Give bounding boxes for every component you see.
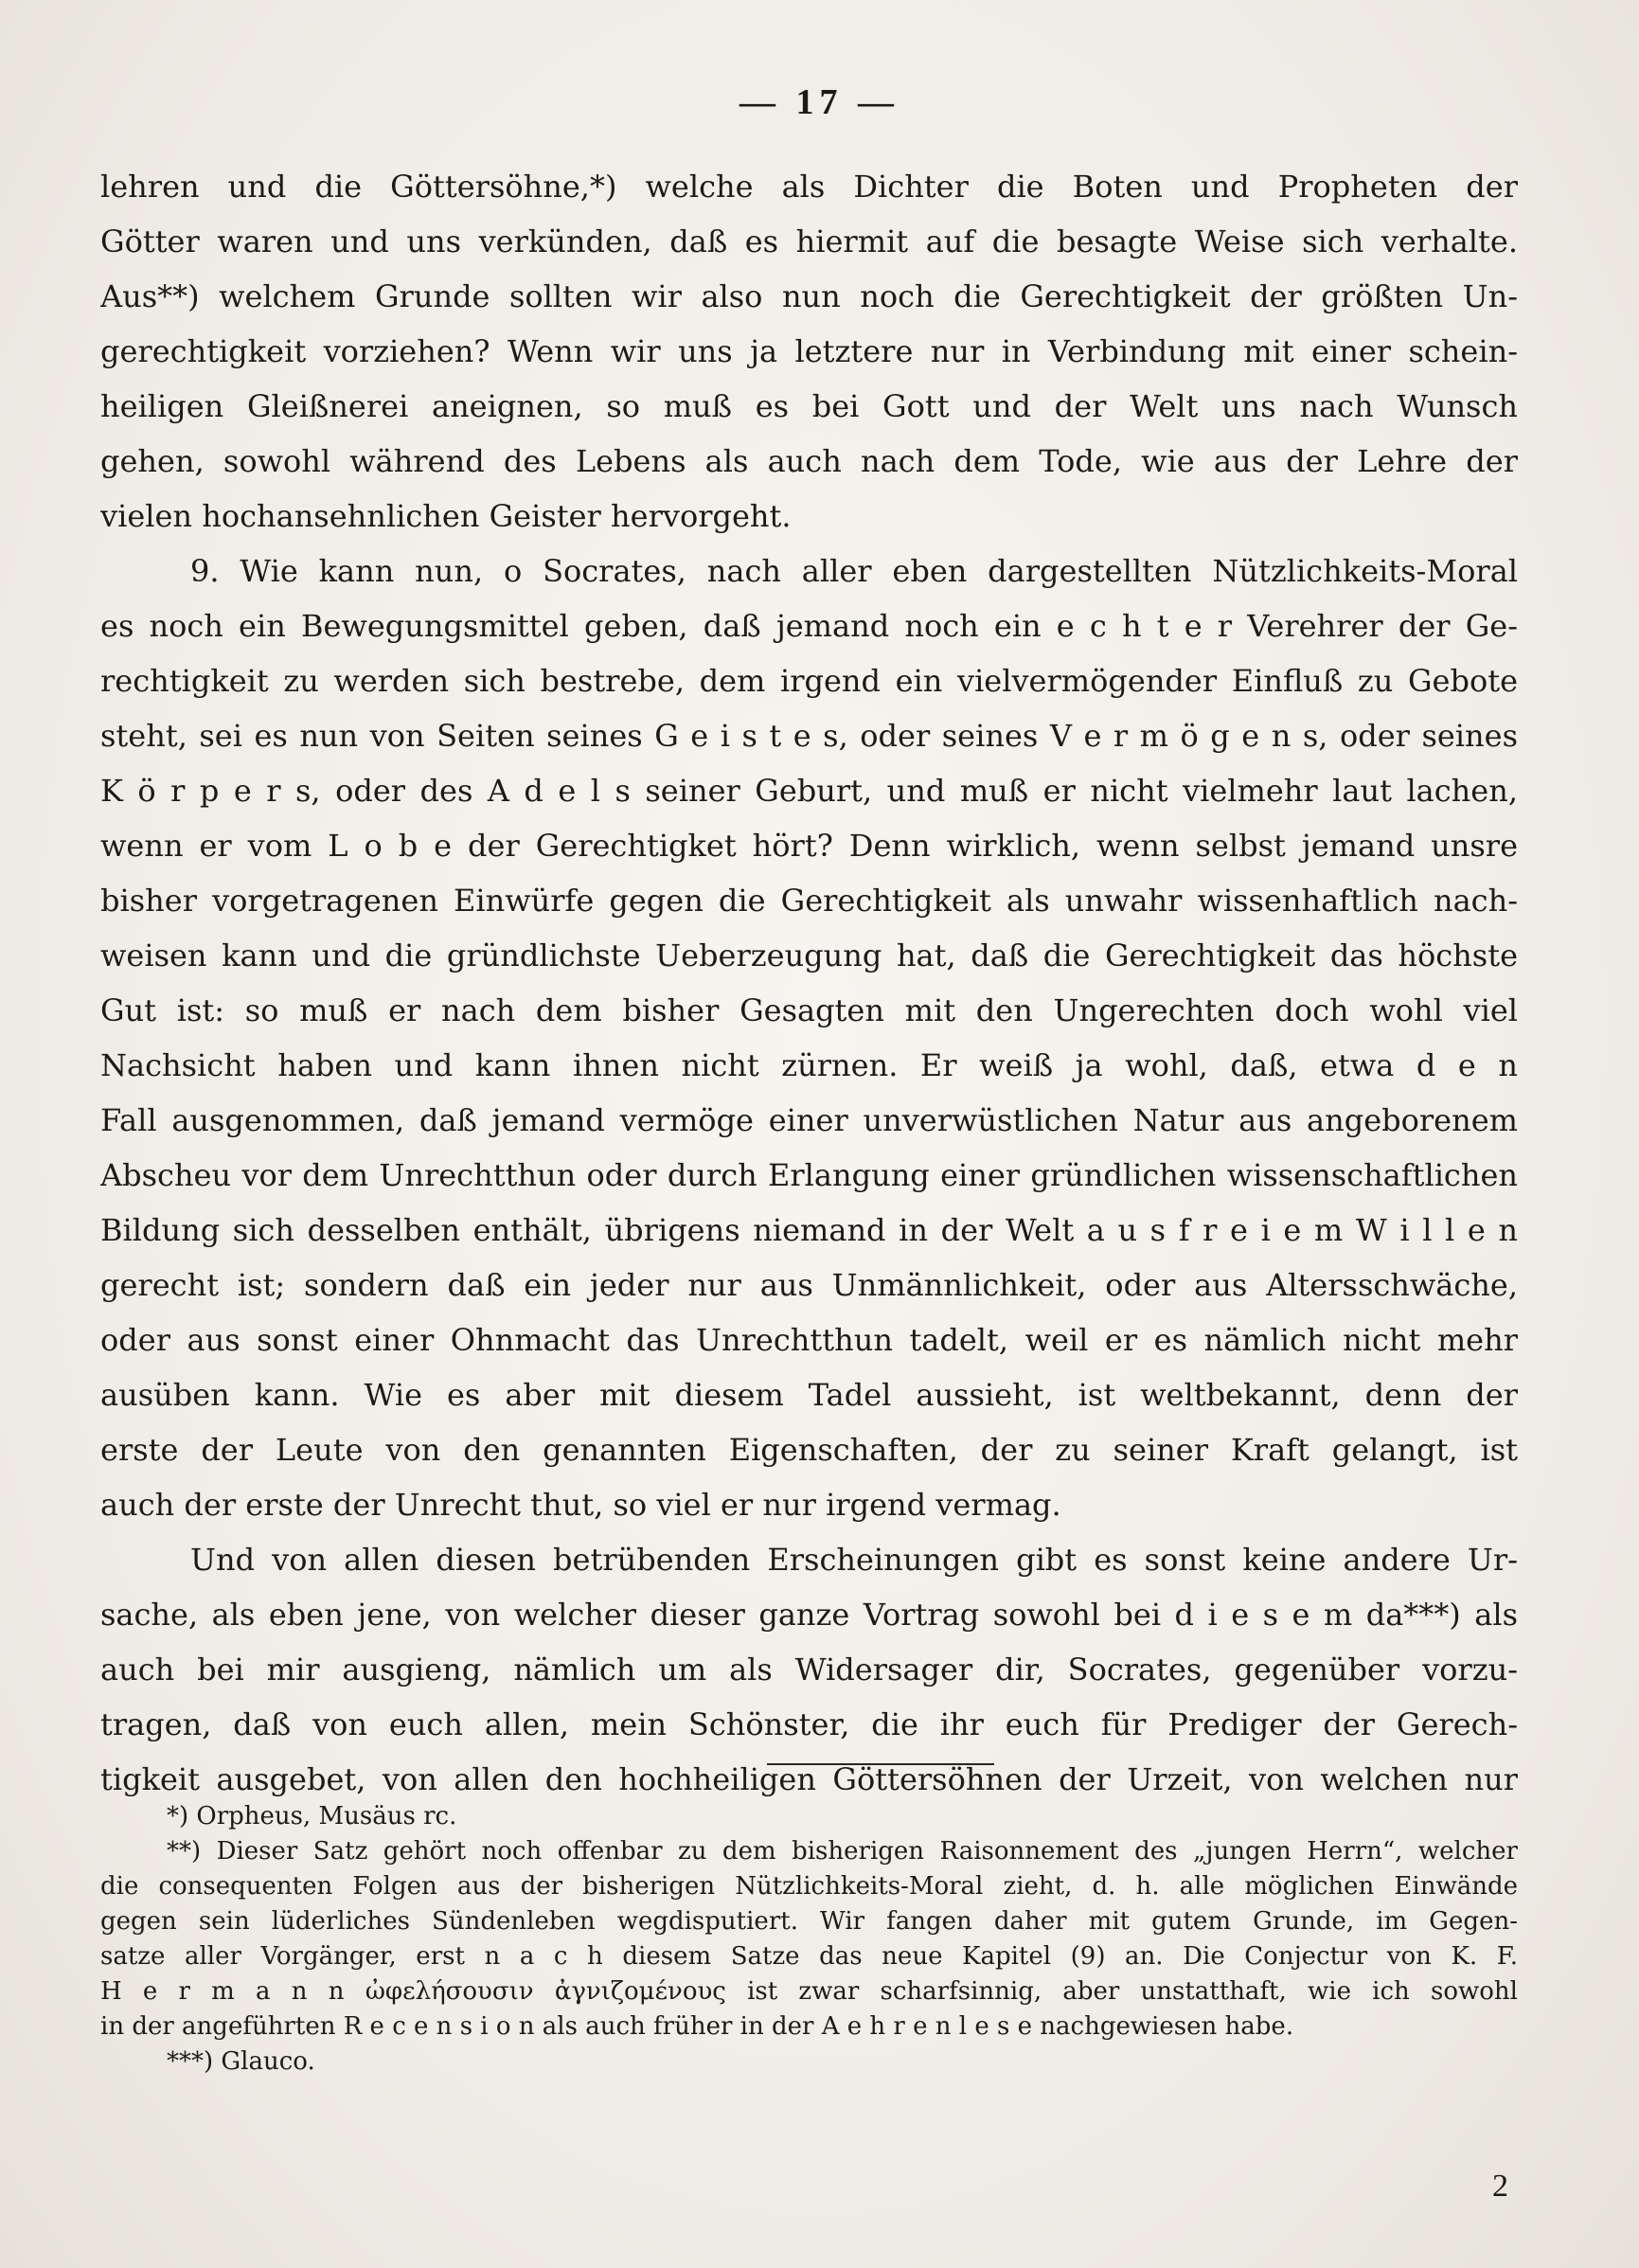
text-line: oder aus sonst einer Ohnmacht das Unrechtthun tadelt, weil er es nämlich nicht mehr [100,1322,1518,1358]
main-text [100,159,1518,1807]
footnote-line: die consequenten Folgen aus der bisherigen Nützlichkeits-Moral zieht, d. h. alle möglichen Einwände [100,1872,1518,1901]
footnotes [100,1799,1518,2080]
text-line: gehen, sowohl während des Lebens als auch nach dem Tode, wie aus der Lehre der [100,443,1518,479]
text-line: wenn er vom L o b e der Gerechtigket hört? Denn wirklich, wenn selbst jemand unsre [100,828,1518,864]
footnote-line: H e r m a n n ὠφελήσουσιν ἀγνιζομένους ist zwar scharfsinnig, aber unstatthaft, wie ich sowohl [100,1977,1518,2006]
text-line: es noch ein Bewegungsmittel geben, daß jemand noch ein e c h t e r Verehrer der Ge- [100,608,1518,644]
text-line: Fall ausgenommen, daß jemand vermöge einer unverwüstlichen Natur aus angeborenem [100,1102,1518,1138]
text-line: Bildung sich desselben enthält, übrigens niemand in der Welt a u s f r e i e m W i l l e n [100,1212,1518,1248]
text-line: ausüben kann. Wie es aber mit diesem Tadel aussieht, ist weltbekannt, denn der [100,1377,1518,1413]
text-line: gerecht ist; sondern daß ein jeder nur aus Unmännlichkeit, oder aus Altersschwäche, [100,1267,1518,1303]
text-line: Gut ist: so muß er nach dem bisher Gesagten mit den Ungerechten doch wohl viel [100,992,1518,1028]
text-line: tragen, daß von euch allen, mein Schönster, die ihr euch für Prediger der Gerech- [100,1706,1518,1742]
text-line: auch der erste der Unrecht thut, so viel er nur irgend vermag. [100,1487,1061,1523]
footnote-line: **) Dieser Satz gehört noch offenbar zu dem bisherigen Raisonnement des „jungen Herrn“, welcher [167,1837,1518,1866]
text-line: 9. Wie kann nun, o Socrates, nach aller eben dargestellten Nützlichkeits-Moral [190,553,1518,589]
text-line: steht, sei es nun von Seiten seines G e i s t e s, oder seines V e r m ö g e n s, oder seines [100,718,1518,754]
footnote-line: ***) Glauco. [167,2047,315,2076]
text-line: tigkeit ausgebet, von allen den hochheiligen Göttersöhnen der Urzeit, von welchen nur [100,1761,1518,1797]
text-line: sache, als eben jene, von welcher dieser ganze Vortrag sowohl bei d i e s e m da***) als [100,1597,1518,1633]
text-line: bisher vorgetragenen Einwürfe gegen die Gerechtigkeit als unwahr wissenhaftlich nach- [100,883,1518,919]
text-line: rechtigkeit zu werden sich bestrebe, dem irgend ein vielvermögender Einfluß zu Gebote [100,663,1518,699]
footnote-line: *) Orpheus, Musäus rc. [167,1802,457,1830]
text-line: vielen hochansehnlichen Geister hervorgeht. [100,498,792,534]
footnote-line: in der angeführten R e c e n s i o n als auch früher in der A e h r e n l e s e nachgewiesen habe. [100,2012,1294,2041]
text-line: erste der Leute von den genannten Eigenschaften, der zu seiner Kraft gelangt, ist [100,1432,1518,1468]
page-number: — 17 — [739,82,900,122]
text-line: weisen kann und die gründlichste Ueberzeugung hat, daß die Gerechtigkeit das höchste [100,938,1518,973]
text-line: K ö r p e r s, oder des A d e l s seiner Geburt, und muß er nicht vielmehr laut lachen, [100,773,1518,809]
signature-mark: 2 [1492,2169,1508,2204]
footnote-line: gegen sein lüderliches Sündenleben wegdisputiert. Wir fangen daher mit gutem Grunde, im Gegen- [100,1907,1518,1936]
footnote-separator [767,1763,994,1765]
text-line: Nachsicht haben und kann ihnen nicht zürnen. Er weiß ja wohl, daß, etwa d e n [100,1047,1518,1083]
text-line: Götter waren und uns verkünden, daß es hiermit auf die besagte Weise sich verhalte. [100,223,1518,259]
text-line: Abscheu vor dem Unrechtthun oder durch Erlangung einer gründlichen wissenschaftlichen [100,1157,1518,1193]
text-line: auch bei mir ausgieng, nämlich um als Widersager dir, Socrates, gegenüber vorzu- [100,1652,1518,1688]
text-line: Und von allen diesen betrübenden Erscheinungen gibt es sonst keine andere Ur- [190,1542,1518,1578]
text-line: heiligen Gleißnerei aneignen, so muß es bei Gott und der Welt uns nach Wunsch [100,388,1518,424]
footnote-line: satze aller Vorgänger, erst n a c h diesem Satze das neue Kapitel (9) an. Die Conjectur von K. F. [100,1942,1518,1971]
text-line: gerechtigkeit vorziehen? Wenn wir uns ja letztere nur in Verbindung mit einer schein- [100,333,1518,369]
text-line: lehren und die Göttersöhne,*) welche als Dichter die Boten und Propheten der [100,169,1518,205]
text-line: Aus**) welchem Grunde sollten wir also nun noch die Gerechtigkeit der größten Un- [100,278,1518,314]
